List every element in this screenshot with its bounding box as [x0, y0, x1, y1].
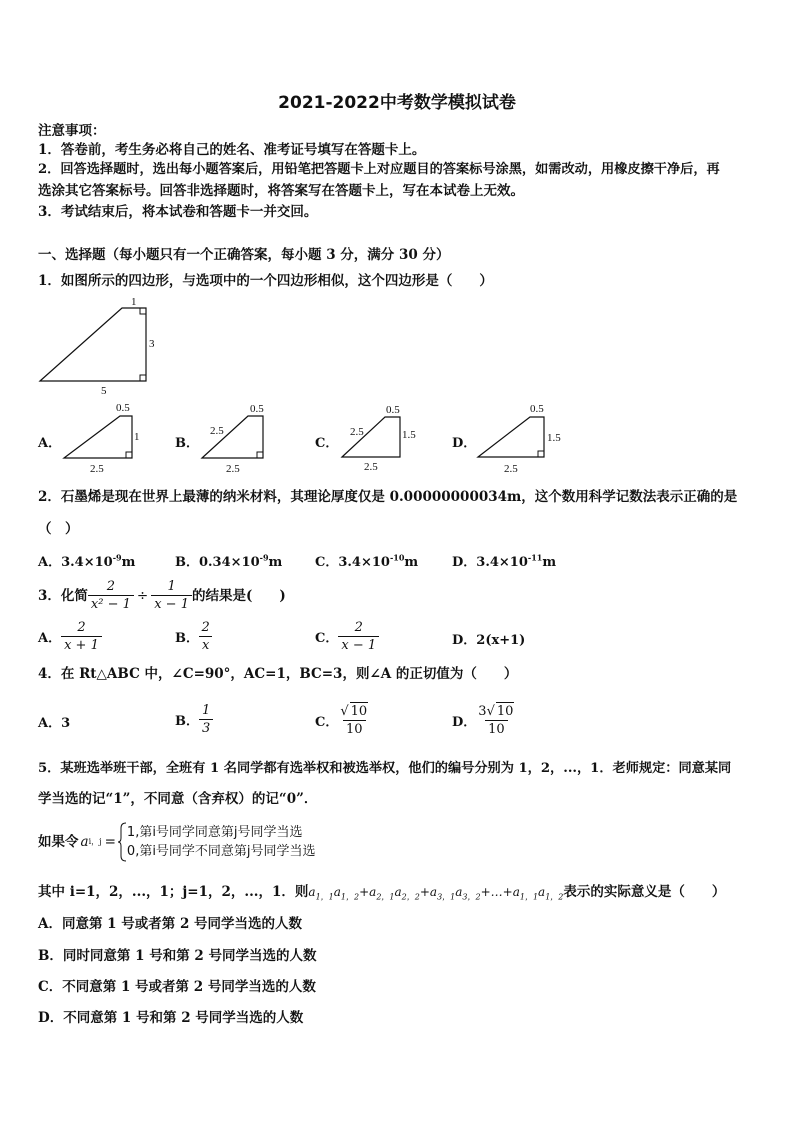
q4-option-a: A．3	[38, 716, 71, 731]
svg-text:1.5: 1.5	[402, 429, 416, 441]
q2-option-a: A．$3.4\times 10^{-9}m$	[38, 552, 136, 570]
q1-main-top-label: 1	[131, 296, 137, 308]
q3-option-c: C． $\frac{2}{x - 1}$	[315, 619, 379, 654]
q1-option-c-label: C．	[315, 436, 339, 451]
q1-main-figure	[30, 296, 160, 396]
q1-option-d-figure	[474, 400, 574, 478]
q5-option-d: D．不同意第 1 号和第 2 号同学当选的人数	[38, 1010, 304, 1026]
notice-item-2: 2．回答选择题时，选出每小题答案后，用铅笔把答题卡上对应题目的答案标号涂黑，如需改动，用橡皮擦干净后，再	[38, 162, 720, 177]
q1-stem: 1．如图所示的四边形，与选项中的一个四边形相似，这个四边形是（ ）	[38, 273, 493, 289]
q5-case-1: 1,第i号同学同意第j号同学当选	[126, 825, 303, 840]
q4-option-d: D． $\frac{3√ 10}{10}$	[452, 704, 514, 737]
q3-option-a: A． $\frac{2}{x + 1}$	[38, 619, 102, 654]
q5-definition: 如果令 a i，j = 1,第i号同学同意第j号同学当选 0,第i号同学不同意第j号同学当选	[38, 822, 316, 862]
q1-main-right-label: 3	[149, 338, 155, 350]
q1-option-a-figure	[60, 400, 150, 475]
q2-stem: 2．石墨烯是现在世界上最薄的纳米材料，其理论厚度仅是 0.00000000034m，这个数用科学记数法表示正确的是	[38, 489, 738, 505]
notice-item-3: 3．考试结束后，将本试卷和答题卡一并交回。	[38, 204, 318, 220]
svg-text:1.5: 1.5	[547, 432, 561, 444]
q1-option-b-figure	[198, 400, 288, 475]
q2-option-c: C．$3.4\times 10^{-10}m$	[315, 552, 419, 570]
q1-main-bottom-label: 5	[101, 385, 107, 397]
q2-option-d: D．$3.4\times 10^{-11}m$	[452, 552, 557, 570]
q1-option-a-label: A．	[38, 436, 62, 451]
q4-stem: 4．在 Rt△ABC 中，∠C=90°，AC=1，BC=3，则∠A 的正切值为（ ）	[38, 666, 518, 682]
page-title: 2021-2022中考数学模拟试卷	[278, 93, 516, 113]
svg-text:2.5: 2.5	[226, 463, 240, 475]
q1-option-d-label: D．	[452, 436, 477, 451]
svg-text:1: 1	[134, 431, 140, 443]
q5-line-2: 学当选的记“1”，不同意（含弃权）的记“0”．	[38, 791, 318, 807]
svg-text:0.5: 0.5	[116, 402, 130, 414]
svg-text:0.5: 0.5	[530, 403, 544, 415]
q5-option-a: A．同意第 1 号或者第 2 号同学当选的人数	[38, 916, 303, 932]
q5-line-1: 5．某班选举班干部，全班有 1 名同学都有选举权和被选举权，他们的编号分别为 1，2，...，1．老师规定：同意某同	[38, 761, 732, 776]
svg-text:2.5: 2.5	[350, 426, 364, 438]
svg-text:2.5: 2.5	[504, 463, 518, 475]
notice-item-1: 1．答卷前，考生务必将自己的姓名、准考证号填写在答题卡上。	[38, 142, 426, 158]
q5-option-b: B．同时同意第 1 号和第 2 号同学当选的人数	[38, 948, 317, 964]
section-heading: 一、选择题（每小题只有一个正确答案，每小题 3 分，满分 30 分）	[38, 247, 450, 263]
q2-option-b: B．$0.34\times 10^{-9}m$	[175, 552, 283, 570]
svg-text:0.5: 0.5	[386, 404, 400, 416]
q3-stem: 3．化简 $\frac{2}{\text{x² − 1}}$ ÷ $\frac{1}{x - 1}$ 的结果是( )	[38, 579, 286, 612]
brace-icon	[118, 822, 127, 862]
notice-item-2-cont: 选涂其它答案标号。回答非选择题时，将答案写在答题卡上，写在本试卷上无效。	[38, 183, 524, 199]
q5-line-4: 其中 i=1，2，...，1；j=1，2，...，1．则$a_{1,1}a_{1,2}+a_{2,1}a_{2,2}+a_{3,1}a_{3,2}+\dots+a_{1,1}a_{1,2}$表示的实际意义是（ ）	[38, 884, 726, 902]
q3-option-d: D．2(x+1)	[452, 633, 526, 648]
svg-text:2.5: 2.5	[210, 425, 224, 437]
q5-case-2: 0,第i号同学不同意第j号同学当选	[126, 844, 316, 859]
q2-paren: （ ）	[38, 521, 79, 537]
q3-option-b: B． $\frac{2}{x}$	[175, 619, 212, 654]
svg-text:2.5: 2.5	[364, 461, 378, 473]
svg-text:2.5: 2.5	[90, 463, 104, 475]
q1-option-b-label: B．	[175, 436, 199, 451]
q1-option-c-figure	[338, 400, 428, 475]
svg-text:0.5: 0.5	[250, 403, 264, 415]
notice-heading: 注意事项：	[38, 123, 106, 139]
q5-option-c: C．不同意第 1 号或者第 2 号同学当选的人数	[38, 979, 316, 995]
q4-option-b: B． $\frac{1}{3}$	[175, 702, 213, 737]
q4-option-c: C． $\frac{√ 10}{10}$	[315, 704, 368, 737]
